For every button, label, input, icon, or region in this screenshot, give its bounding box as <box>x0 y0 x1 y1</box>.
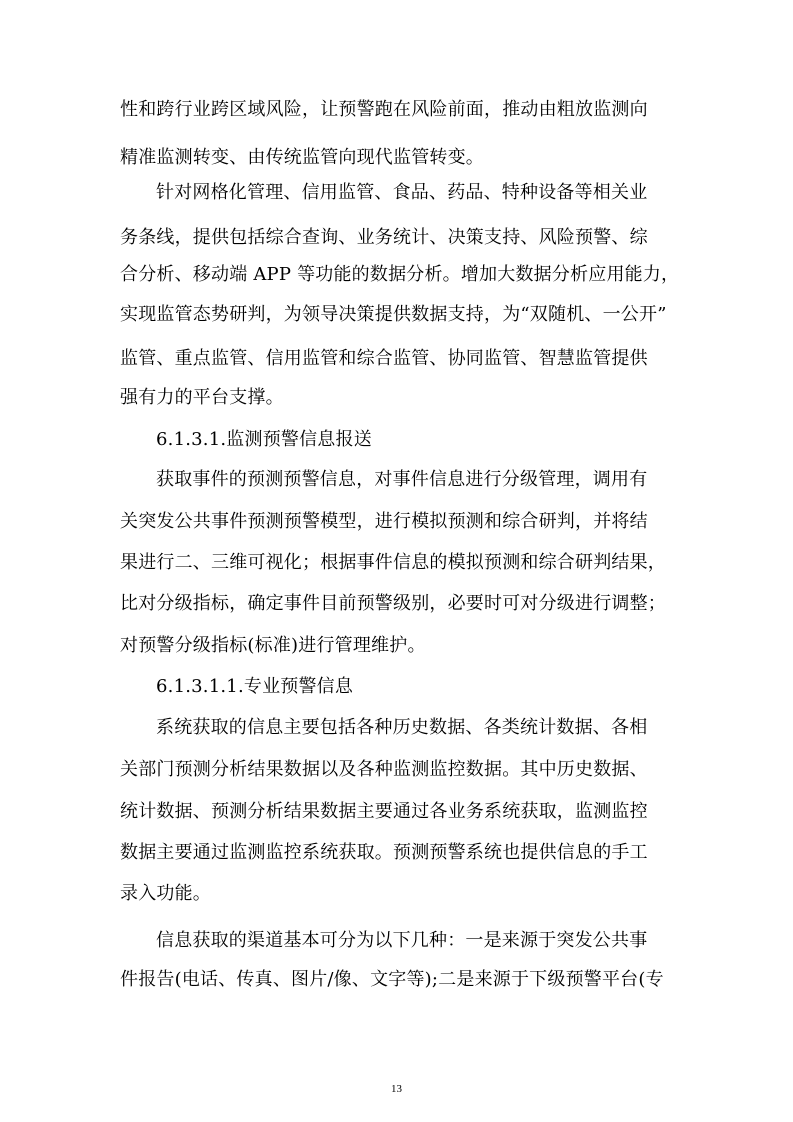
paragraph-line: 数据主要通过监测监控系统获取。预测预警系统也提供信息的手工 <box>120 842 648 863</box>
paragraph-line: 性和跨行业跨区域风险，让预警跑在风险前面，推动由粗放监测向 <box>120 99 648 120</box>
paragraph-line: 精准监测转变、由传统监管向现代监管转变。 <box>120 147 484 168</box>
section-heading: 6.1.3.1.监测预警信息报送 <box>156 429 372 450</box>
page-number: 13 <box>391 1083 402 1095</box>
paragraph-line: 关部门预测分析结果数据以及各种监测监控数据。其中历史数据、 <box>120 759 648 780</box>
paragraph-line: 获取事件的预测预警信息，对事件信息进行分级管理，调用有 <box>156 469 648 490</box>
subsection-heading: 6.1.3.1.1.专业预警信息 <box>156 676 354 697</box>
paragraph-line: 果进行二、三维可视化；根据事件信息的模拟预测和综合研判结果， <box>120 552 666 573</box>
paragraph-line: 关突发公共事件预测预警模型，进行模拟预测和综合研判，并将结 <box>120 511 648 532</box>
paragraph-line: 实现监管态势研判，为领导决策提供数据支持，为“双随机、一公开” <box>120 304 667 325</box>
paragraph-line: 比对分级指标，确定事件目前预警级别，必要时可对分级进行调整； <box>120 593 666 614</box>
paragraph-line: 信息获取的渠道基本可分为以下几种：一是来源于突发公共事 <box>156 930 648 951</box>
paragraph-line: 件报告(电话、传真、图片/像、文字等);二是来源于下级预警平台(专 <box>120 969 664 990</box>
paragraph-line: 强有力的平台支撑。 <box>120 387 284 408</box>
paragraph-line: 务条线，提供包括综合查询、业务统计、决策支持、风险预警、综 <box>120 227 648 248</box>
paragraph-line: 系统获取的信息主要包括各种历史数据、各类统计数据、各相 <box>156 717 648 738</box>
paragraph-line: 监管、重点监管、信用监管和综合监管、协同监管、智慧监管提供 <box>120 348 648 369</box>
paragraph-line: 统计数据、预测分析结果数据主要通过各业务系统获取，监测监控 <box>120 801 648 822</box>
paragraph-line: 录入功能。 <box>120 883 211 904</box>
paragraph-line: 对预警分级指标(标准)进行管理维护。 <box>120 635 426 656</box>
paragraph-line: 合分析、移动端 APP 等功能的数据分析。增加大数据分析应用能力， <box>120 264 680 285</box>
paragraph-line: 针对网格化管理、信用监管、食品、药品、特种设备等相关业 <box>156 182 648 203</box>
